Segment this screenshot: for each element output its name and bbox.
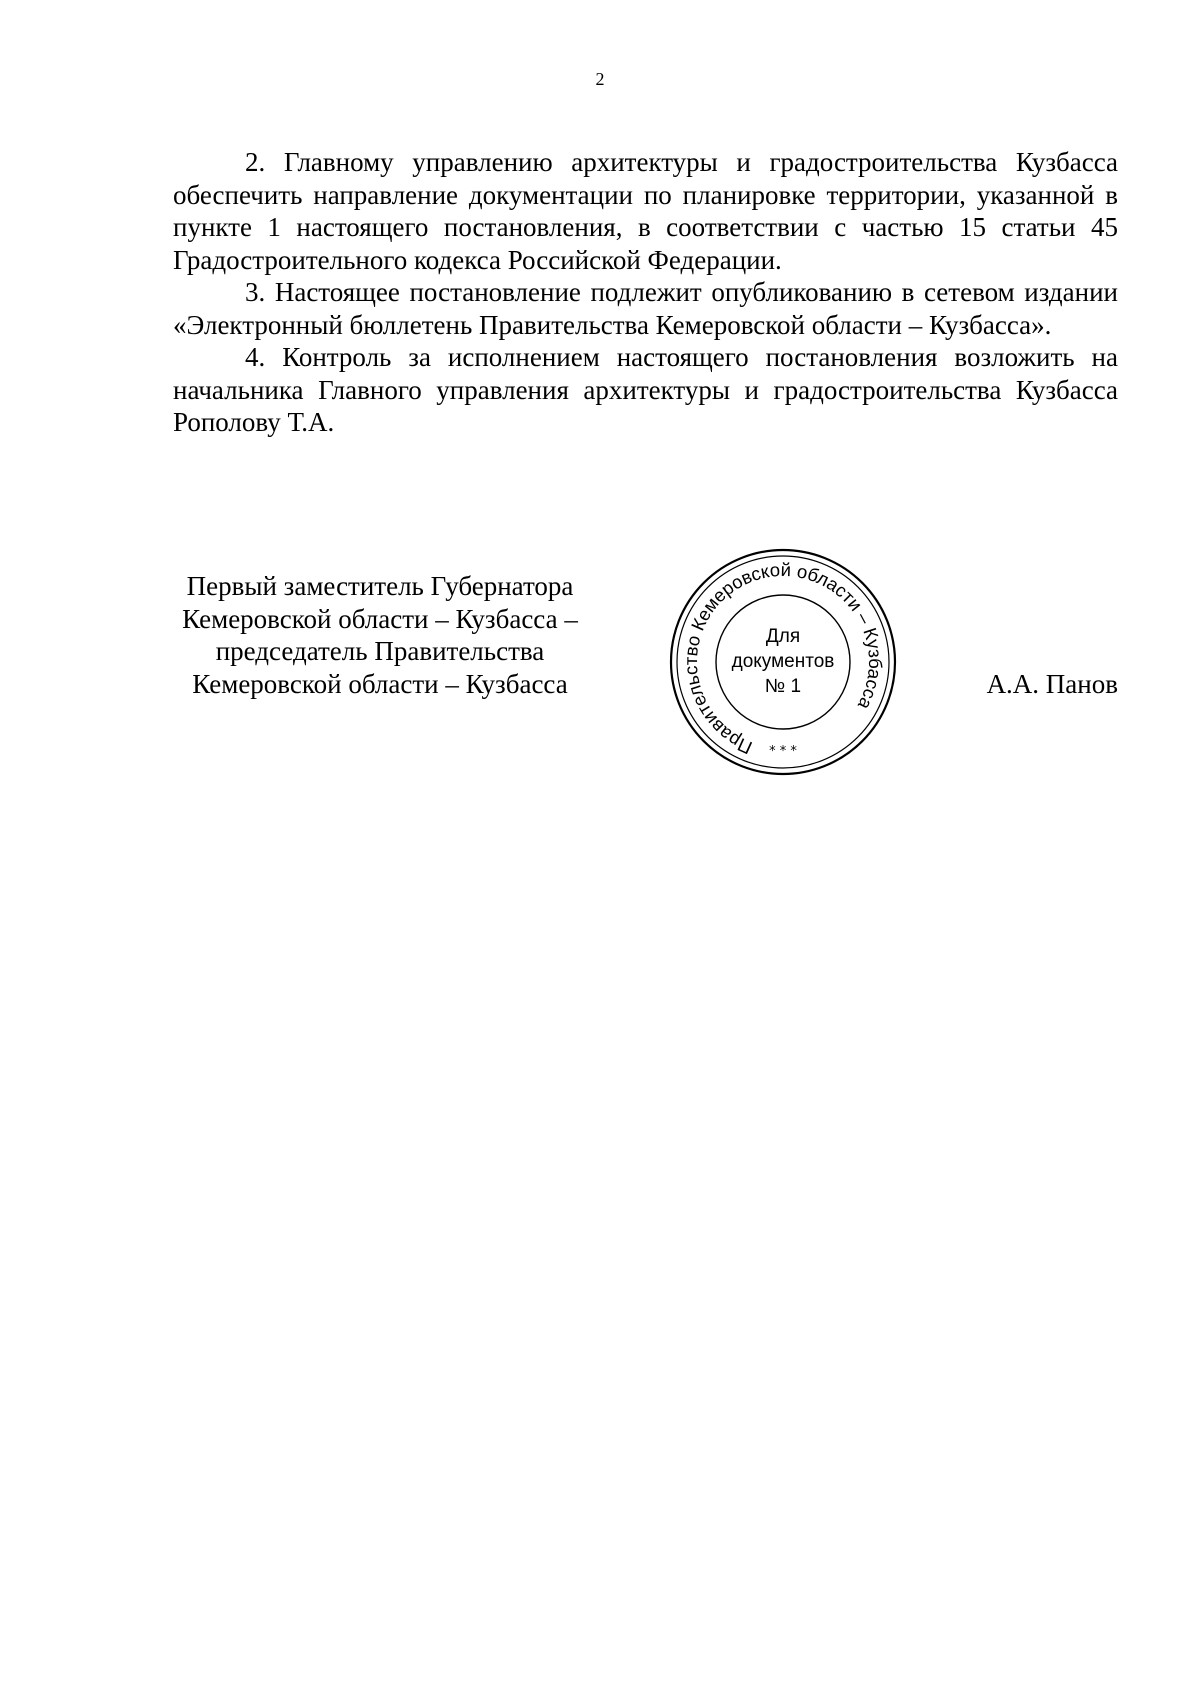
signatory-position-line: Кемеровской области – Кузбасса <box>192 668 568 699</box>
page-number: 2 <box>595 69 605 89</box>
paragraph-3: 3. Настоящее постановление подлежит опубликованию в сетевом издании «Электронный бюллетень Правительства Кемеровской области – Кузбасса». <box>173 277 1118 340</box>
seal-center-line: № 1 <box>764 676 802 697</box>
official-seal-stamp <box>667 546 899 778</box>
seal-ring-text: Правительство Кемеровской области – Кузбасса <box>679 558 887 759</box>
signatory-position-line: Первый заместитель Губернатора <box>186 571 574 601</box>
seal-stars: * * * <box>769 744 797 759</box>
document-body <box>173 146 1118 439</box>
paragraph-4: 4. Контроль за исполнением настоящего постановления возложить на начальника Главного управления архитектуры и градостроительства Кузбасса Рополову Т.А. <box>173 342 1118 437</box>
seal-center-line: Для <box>765 626 801 647</box>
paragraph-2: 2. Главному управлению архитектуры и градостроительства Кузбасса обеспечить направление документации по планировке территории, указанной в пункте 1 настоящего постановления, в соответствии с частью 15 статьи 45 Градостроительного кодекса Российской Федерации. <box>173 147 1118 275</box>
signatory-position-line: Кемеровской области – Кузбасса – <box>182 603 578 634</box>
signatory-position-line: председатель Правительства <box>215 636 545 666</box>
seal-center-line: документов <box>731 651 835 672</box>
seal-graphic <box>667 546 899 778</box>
signatory-position <box>150 570 610 700</box>
signatory-name: А.А. Панов <box>986 669 1118 699</box>
